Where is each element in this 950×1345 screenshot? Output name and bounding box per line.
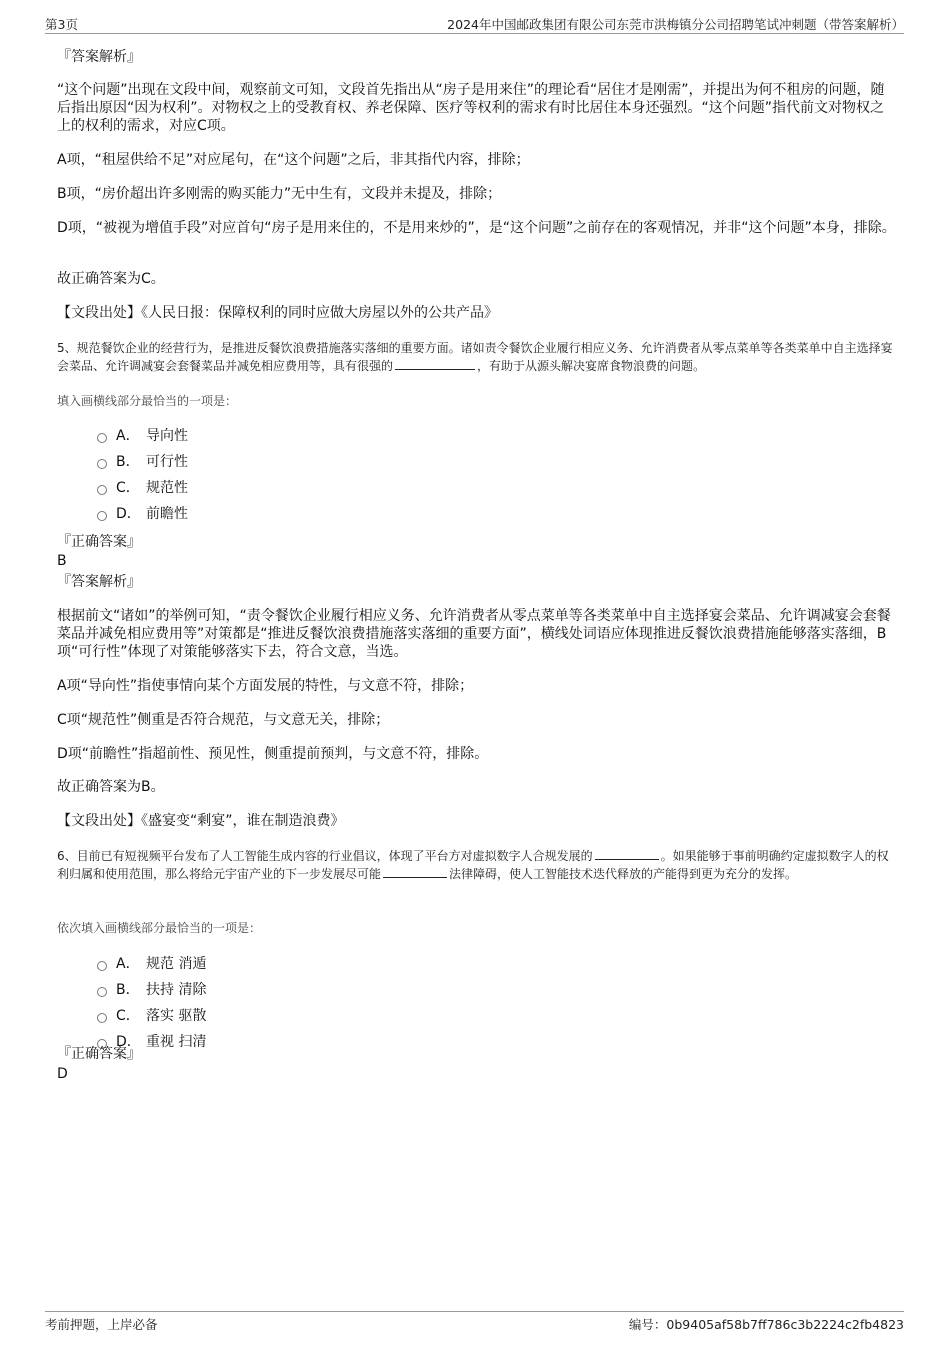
q4-analysis-label: 『答案解析』 [57,49,141,65]
q5-conclusion: 故正确答案为B。 [57,779,165,795]
radio-icon[interactable] [97,1013,107,1023]
q6-answer-label: 『正确答案』 [57,1046,141,1062]
page-number: 第3页 [45,17,78,32]
document-code: 编号：0b9405af58b7ff786c3b2224c2fb4823 [628,1317,904,1332]
document-title: 2024年中国邮政集团有限公司东莞市洪梅镇分公司招聘笔试冲刺题（带答案解析） [447,17,904,32]
q5-analysis-option-d: D项“前瞻性”指超前性、预见性，侧重提前预判，与文意不符，排除。 [57,746,489,762]
q4-source: 【文段出处】《人民日报：保障权利的同时应做大房屋以外的公共产品》 [57,305,498,321]
q4-analysis-option-b: B项，“房价超出许多刚需的购买能力”无中生有，文段并未提及，排除； [57,186,502,202]
q5-option-a[interactable]: A． 导向性 [97,427,188,445]
q5-option-b[interactable]: B． 可行性 [97,453,188,471]
q5-analysis-option-a: A项“导向性”指使事情向某个方面发展的特性，与文意不符，排除； [57,678,474,694]
q6-stem-part-3: 法律障碍，使人工智能技术迭代释放的产能得到更为充分的发挥。 [449,867,798,881]
q6-blank-1 [595,847,659,860]
q5-stem-after: ，有助于从源头解决宴席食物浪费的问题。 [477,359,706,373]
page-header [45,14,904,34]
q5-blank [395,357,475,370]
radio-icon[interactable] [97,433,107,443]
q6-option-d[interactable]: D． 重视 扫清 [97,1033,206,1051]
q6-option-c[interactable]: C． 落实 驱散 [97,1007,206,1025]
radio-icon[interactable] [97,485,107,495]
q6-answer: D [57,1066,68,1082]
page-footer [45,1311,904,1332]
q5-stem-before: 5、规范餐饮企业的经营行为，是推进反餐饮浪费措施落实落细的重要方面。诸如责令餐饮企业履行相应义务、允许消费者从零点菜单等各类菜单中自主选择宴会菜品、允许调减宴会套餐菜品并减免相应费用等，具有很强的 [57,341,893,373]
q5-analysis-option-c: C项“规范性”侧重是否符合规范，与文意无关，排除； [57,712,390,728]
q6-instruction: 依次填入画横线部分最恰当的一项是： [57,921,262,935]
q4-analysis-option-a: A项，“租屋供给不足”对应尾句，在“这个问题”之后，非其指代内容，排除； [57,152,530,168]
q6-option-a[interactable]: A． 规范 消遁 [97,955,206,973]
radio-icon[interactable] [97,511,107,521]
q6-stem-part-1: 6、目前已有短视频平台发布了人工智能生成内容的行业倡议，体现了平台方对虚拟数字人合规发展的 [57,849,593,863]
radio-icon[interactable] [97,459,107,469]
q4-conclusion: 故正确答案为C。 [57,271,165,287]
q5-instruction: 填入画横线部分最恰当的一项是： [57,394,238,408]
q5-option-d[interactable]: D． 前瞻性 [97,505,188,523]
radio-icon[interactable] [97,961,107,971]
q5-stem [57,339,897,375]
footer-slogan: 考前押题，上岸必备 [45,1317,158,1332]
q5-answer-label: 『正确答案』 [57,534,141,550]
q4-analysis-paragraph: “这个问题”出现在文段中间，观察前文可知，文段首先指出从“房子是用来住”的理论看“居住才是刚需”，并提出为何不租房的问题，随后指出原因“因为权利”。对物权之上的受教育权、养老保障、医疗等权利的需求有时比居住本身还强烈。“这个问题”指代前文对物权之上的权利的需求，对应C项。 [57,82,885,134]
q4-analysis-option-d: D项，“被视为增值手段”对应首句“房子是用来住的，不是用来炒的”，是“这个问题”之前存在的客观情况，并非“这个问题”本身，排除。 [57,220,896,236]
q6-blank-2 [383,865,447,878]
q5-source: 【文段出处】《盛宴变“剩宴”，谁在制造浪费》 [57,813,345,829]
q6-stem [57,847,897,883]
q5-analysis-paragraph: 根据前文“诸如”的举例可知，“责令餐饮企业履行相应义务、允许消费者从零点菜单等各类菜单中自主选择宴会菜品、允许调减宴会套餐菜品并减免相应费用等”对策都是“推进反餐饮浪费措施落实落细的重要方面”，横线处词语应体现推进反餐饮浪费措施能够落实落细，B项“可行性”体现了对策能够落实下去，符合文意，当选。 [57,608,891,660]
q6-option-b[interactable]: B． 扶持 清除 [97,981,206,999]
radio-icon[interactable] [97,987,107,997]
q5-analysis-label: 『答案解析』 [57,574,141,590]
q5-option-c[interactable]: C． 规范性 [97,479,188,497]
q6-stem-part-2: 。如果能够于事前明确约定虚拟数字人的权利归属和使用范围，那么将给元宇宙产业的下一步发展尽可能 [57,849,889,881]
q5-answer: B [57,553,67,569]
